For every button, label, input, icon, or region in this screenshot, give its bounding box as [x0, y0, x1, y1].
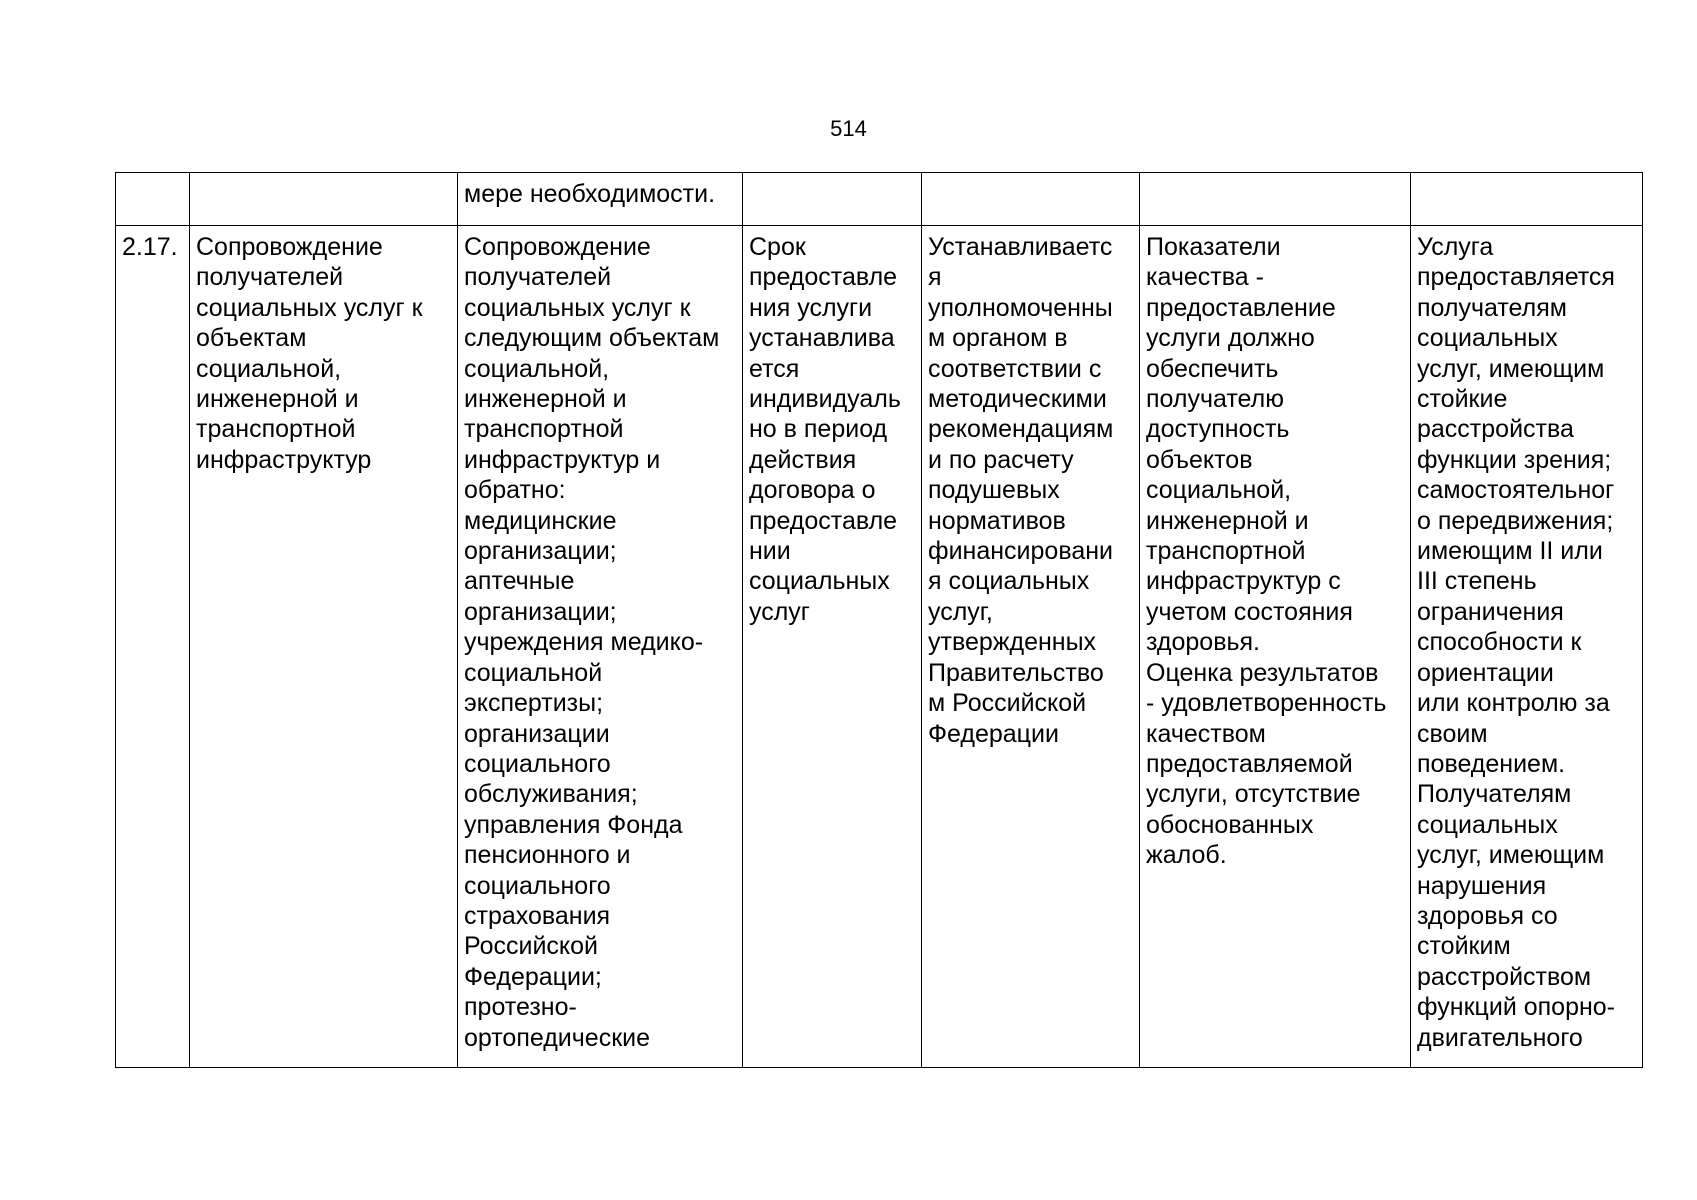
table-cell [1411, 173, 1643, 226]
table-cell [922, 226, 1140, 1068]
table-row-continuation [116, 173, 1643, 226]
table-cell [743, 173, 922, 226]
table-cell [116, 226, 190, 1068]
service-term: Срок предоставле ния услуги устанавлива ется индивидуаль но в период действия договора о предоставле нии социальных услуг [749, 233, 901, 626]
table-cell [116, 173, 190, 226]
table-cell [458, 226, 743, 1068]
table-cell [1411, 226, 1643, 1068]
service-quality: Показатели качества - предоставление услуги должно обеспечить получателю доступность объектов социальной, инженерной и транспортной инфраструктур с учетом состояния здоровья. Оценка результатов - удовлетворенность качеством предоставляемой услуги, отсутствие обоснованных жалоб. [1146, 233, 1387, 870]
page-number: 514 [830, 116, 867, 141]
service-norms: Устанавливаетс я уполномоченны м органом в соответствии с методическими рекомендациям и по расчету подушевых нормативов финансировани я социальных услуг, утвержденных Правительство м Российской Федерации [928, 233, 1114, 748]
table-row-2-17 [116, 226, 1643, 1068]
table-cell [743, 226, 922, 1068]
table-cell [190, 226, 458, 1068]
service-description: Сопровождение получателей социальных услуг к следующим объектам социальной, инженерной и транспортной инфраструктур и обратно: медицинские организации; аптечные организации; учреждения медико- социальной экспертизы; организации социального обслуживания; управления Фонда пенсионного и социального страхования Российской Федерации; протезно- ортопедические [464, 233, 720, 1052]
table-cell [1140, 173, 1411, 226]
table-cell [922, 173, 1140, 226]
service-name: Сопровождение получателей социальных услуг к объектам социальной, инженерной и транспортной инфраструктур [196, 233, 423, 474]
table-cell [1140, 226, 1411, 1068]
continuation-text: мере необходимости. [464, 180, 716, 208]
service-conditions: Услуга предоставляется получателям социальных услуг, имеющим стойкие расстройства функции зрения; самостоятельног о передвижения; имеющим II или III степень ограничения способности к ориентации или контролю за своим поведением. Получателям социальных услуг, имеющим нарушения здоровья со стойким расстройством функций опорно- двигательного [1417, 233, 1616, 1052]
services-table [115, 172, 1643, 1068]
row-number: 2.17. [122, 233, 178, 261]
table-cell [190, 173, 458, 226]
table-cell [458, 173, 743, 226]
